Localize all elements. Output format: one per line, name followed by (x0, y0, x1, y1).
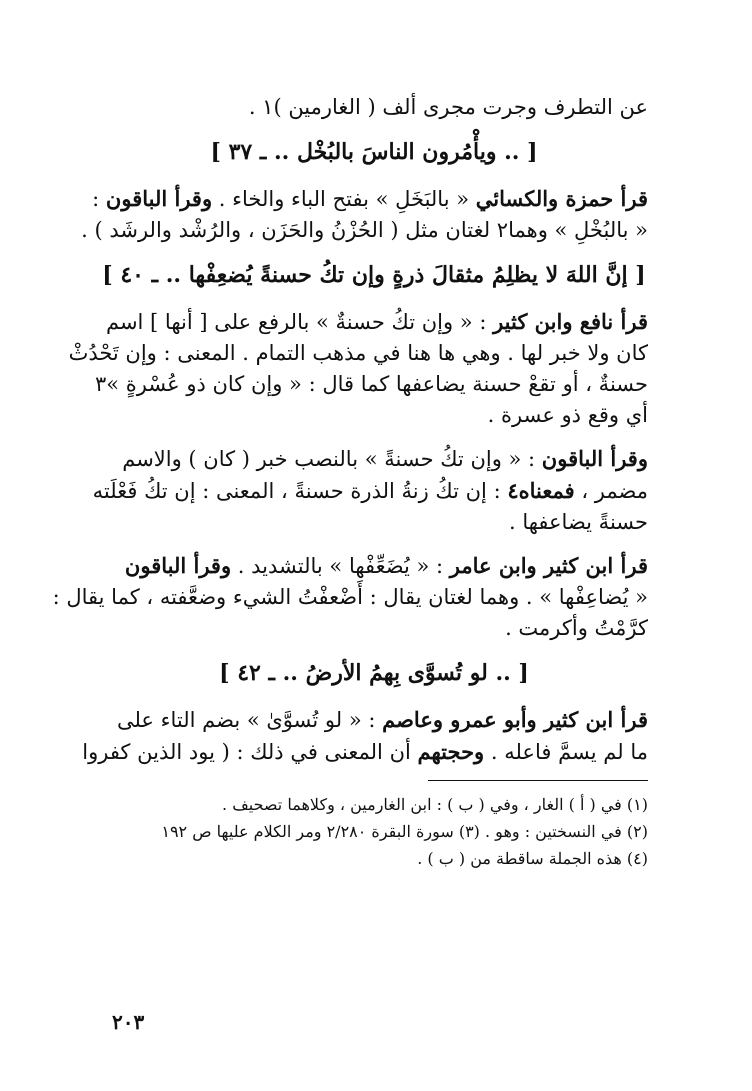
text-line (92, 475, 648, 507)
footnote-divider (428, 780, 648, 781)
text-line: أي وقع ذو عسرة . (487, 403, 648, 427)
page-body (52, 92, 648, 872)
text-span: « بالبَخَلِ » بفتح الباء والخاء . (212, 187, 476, 211)
footnote-2-3: (٢) في النسختين : وهو . (٣) سورة البقرة ٢/٢٨٠ ومر الكلام عليها ص ١٩٢ (161, 822, 648, 841)
reading-paragraph-3 (92, 443, 648, 538)
text-span: : إن تكُ زنةُ الذرة حسنةً ، المعنى : إن تكُ فَعْلَته (92, 479, 508, 503)
reading-paragraph-1 (81, 183, 648, 246)
text-line (100, 550, 648, 582)
text-line: كرَّمْتُ وأكرمت . (505, 616, 648, 640)
text-span: ما لم يسمَّ فاعله . (484, 740, 648, 764)
text-span: مضمر ، (574, 479, 648, 503)
reader-names: قرأ حمزة والكسائي (475, 186, 648, 211)
text-line (82, 736, 648, 768)
reader-names: قرأ ابن كثير وابن عامر (449, 553, 648, 578)
text-line (100, 306, 648, 338)
reader-names: وقرأ الباقون (541, 446, 648, 471)
text-span: : (92, 187, 106, 211)
text-line: حسنةً يضاعفها . (508, 510, 648, 534)
reading-paragraph-4 (52, 550, 648, 644)
text-line: « يُضاعِفْها » . وهما لغتان يقال : أَضْعفْتُ الشيء وضعَّفته ، كما يقال : (52, 585, 648, 609)
reading-paragraph-5 (82, 704, 648, 768)
text-line: حسنةٌ ، أو تقعْ حسنة يضاعفها كما قال : « وإن كان ذو عُسْرةٍ »٣ (94, 372, 648, 396)
emphasis: وحجتهم (417, 739, 485, 764)
text-line: عن التطرف وجرت مجرى ألف ( الغارمين )١ . (248, 95, 648, 119)
text-span: : « يُضَعِّفْها » بالتشديد . (231, 554, 450, 578)
footnote-4: (٤) هذه الجملة ساقطة من ( ب ) . (417, 849, 648, 868)
page-number: ٢٠٣ (112, 1010, 145, 1034)
reader-names: قرأ ابن كثير وأبو عمرو وعاصم (382, 707, 648, 732)
text-span: : « وإن تكُ حسنةً » بالنصب خبر ( كان ) والاسم (122, 447, 542, 471)
text-line: « بالبُخْلِ » وهما٢ لغتان مثل ( الحُزْنُ والحَزَن ، والرُشْد والرشَد ) . (81, 218, 648, 242)
verse-heading-40: [ إنَّ اللهَ لا يظلِمُ مثقالَ ذرةٍ وإن تكُ حسنةً يُضعِفْها .. ـ ٤٠ ] (102, 262, 646, 288)
text-span: : « وإن تكُ حسنةٌ » بالرفع على [ أنها ] اسم (105, 310, 494, 334)
verse-heading-37: [ .. ويأْمُرون الناسَ بالبُخْل .. ـ ٣٧ ] (210, 139, 538, 165)
reader-names: وقرأ الباقون (124, 553, 232, 578)
text-span: أن المعنى في ذلك : ( يود الذين كفروا (82, 740, 418, 764)
verse-heading-42: [ .. لو تُسوَّى بِهمُ الأرضُ .. ـ ٤٢ ] (219, 660, 529, 686)
text-line: كان ولا خبر لها . وهي ها هنا في مذهب التمام . المعنى : وإن تَحْدُثْ (68, 341, 648, 365)
reader-names: قرأ نافع وابن كثير (493, 309, 648, 334)
emphasis: فمعناه٤ (507, 478, 575, 503)
reading-paragraph-2 (68, 306, 648, 431)
footnote-1: (١) في ( أ ) الغار ، وفي ( ب ) : ابن الغارمين ، وكلاهما تصحيف . (222, 795, 648, 814)
text-line (92, 183, 648, 215)
intro-paragraph (100, 92, 648, 123)
text-span: : « لو تُسوَّىٰ » بضم التاء على (116, 708, 383, 732)
text-line (100, 443, 648, 475)
reader-names: وقرأ الباقون (105, 186, 213, 211)
footnotes (100, 791, 648, 872)
text-line (100, 704, 648, 736)
